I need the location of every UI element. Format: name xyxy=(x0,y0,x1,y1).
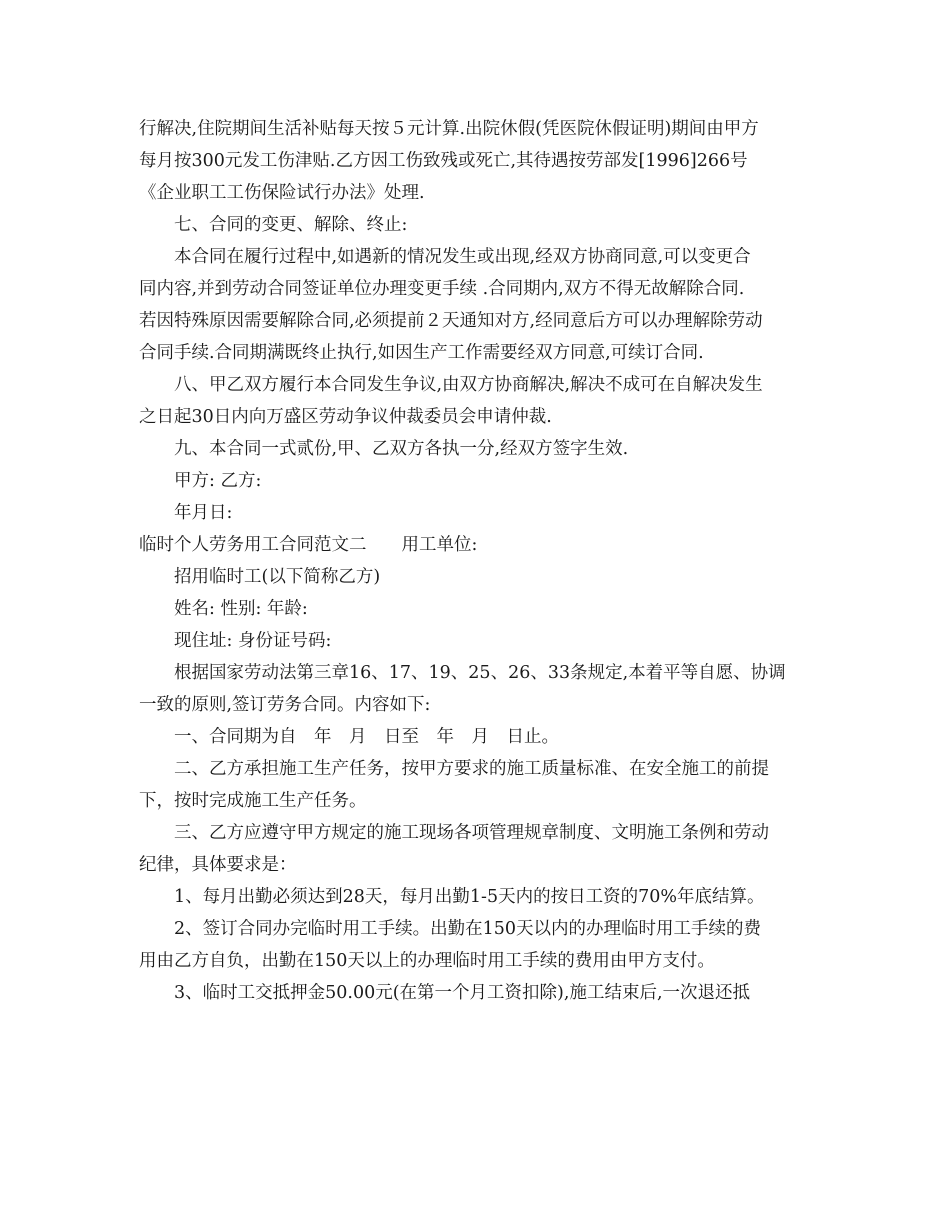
text-line-24: 纪律，具体要求是： xyxy=(139,855,297,875)
contract-title-2: 临时个人劳务用工合同范文二 用工单位: xyxy=(139,535,478,555)
document-body xyxy=(139,113,817,1009)
address-id-fields: 现住址: 身份证号码: xyxy=(174,631,332,651)
section-heading-7: 七、合同的变更、解除、终止: xyxy=(174,215,408,235)
section-heading-8: 八、甲乙双方履行本合同发生争议,由双方协商解决,解决不成可在自解决发生 xyxy=(174,375,763,395)
clause-3: 三、乙方应遵守甲方规定的施工现场各项管理规章制度、文明施工条例和劳动 xyxy=(174,823,769,843)
text-line-27: 用由乙方自负，出勤在150天以上的办理临时用工手续的费用由甲方支付。 xyxy=(139,951,715,971)
text-line-6: 同内容,并到劳动合同签证单位办理变更手续 .合同期内,双方不得无故解除合同. xyxy=(139,279,745,299)
signature-parties: 甲方: 乙方: xyxy=(174,471,262,491)
clause-2: 二、乙方承担施工生产任务，按甲方要求的施工质量标准、在安全施工的前提 xyxy=(174,759,769,779)
section-heading-9: 九、本合同一式贰份,甲、乙双方各执一分,经双方签字生效. xyxy=(174,439,629,459)
text-line-2: 每月按300元发工伤津贴.乙方因工伤致残或死亡,其待遇按劳部发[1996]266号 xyxy=(139,151,748,171)
requirement-3: 3、临时工交抵押金50.00元(在第一个月工资扣除),施工结束后,一次退还抵 xyxy=(174,983,751,1003)
requirement-1: 1、每月出勤必须达到28天，每月出勤1-5天内的按日工资的70%年底结算。 xyxy=(174,887,765,907)
personal-info-fields: 姓名: 性别: 年龄: xyxy=(174,599,308,619)
text-line-15: 招用临时工(以下简称乙方) xyxy=(174,567,381,587)
text-line-3: 《企业职工工伤保险试行办法》处理. xyxy=(139,183,425,203)
text-line-18: 根据国家劳动法第三章16、17、19、25、26、33条规定,本着平等自愿、协调 xyxy=(174,663,786,683)
signature-date: 年月日: xyxy=(174,503,233,523)
text-line-7: 若因特殊原因需要解除合同,必须提前２天通知对方,经同意后方可以办理解除劳动 xyxy=(139,311,763,331)
clause-1: 一、合同期为自 年 月 日至 年 月 日止。 xyxy=(174,727,559,747)
text-line-22: 下，按时完成施工生产任务。 xyxy=(139,791,367,811)
requirement-2: 2、签订合同办完临时用工手续。出勤在150天以内的办理临时用工手续的费 xyxy=(174,919,762,939)
text-line-8: 合同手续.合同期满既终止执行,如因生产工作需要经双方同意,可续订合同. xyxy=(139,343,704,363)
text-line-19: 一致的原则,签订劳务合同。内容如下: xyxy=(139,695,431,715)
text-line-1: 行解决,住院期间生活补贴每天按５元计算.出院休假(凭医院休假证明)期间由甲方 xyxy=(139,119,759,139)
text-line-5: 本合同在履行过程中,如遇新的情况发生或出现,经双方协商同意,可以变更合 xyxy=(174,247,751,267)
text-line-10: 之日起30日内向万盛区劳动争议仲裁委员会申请仲裁. xyxy=(139,407,552,427)
